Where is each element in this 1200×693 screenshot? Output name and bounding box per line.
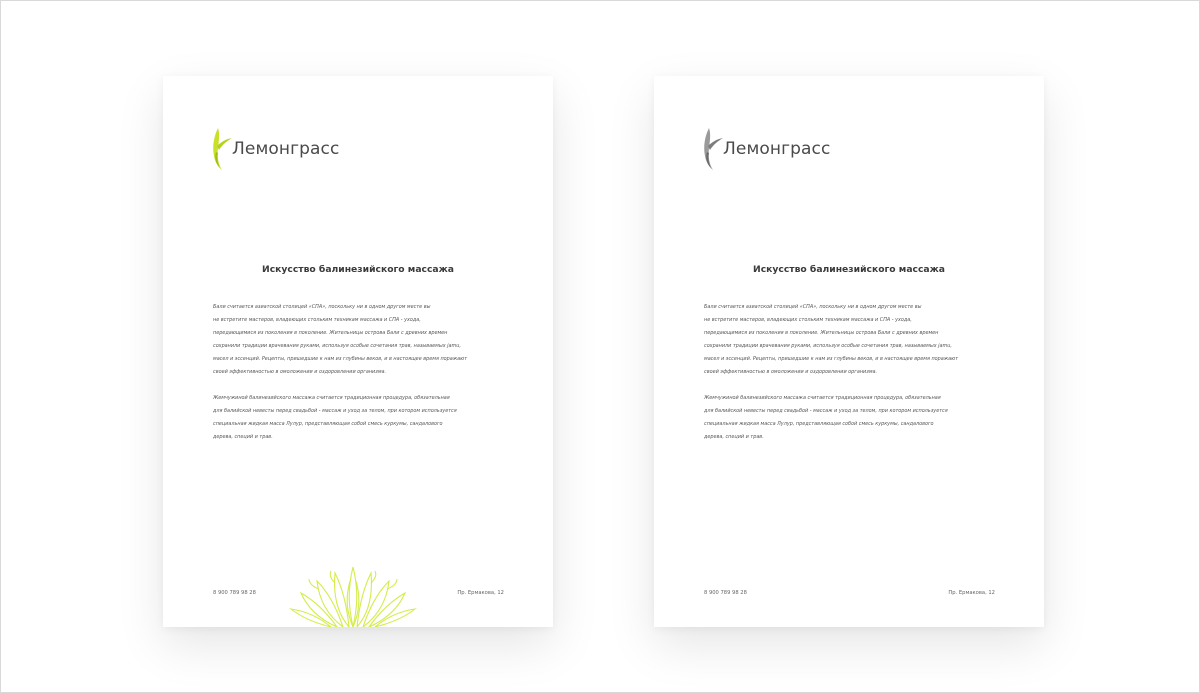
text-line: Жемчужиной балинезийского массажа считается традиционная процедура, обязательная xyxy=(704,395,941,401)
paragraph-2 xyxy=(704,392,1004,444)
lemongrass-leaf-icon xyxy=(699,126,725,172)
contact-phone: 8 900 789 98 28 xyxy=(704,590,747,596)
paragraph-2 xyxy=(213,392,513,444)
contact-address: Пр. Ермакова, 12 xyxy=(948,590,995,596)
document-title: Искусство балинезийского массажа xyxy=(753,264,945,275)
brand-name: Лемонграсс xyxy=(723,139,831,159)
text-line: своей эффективностью в омоложении и оздоровлении организма. xyxy=(213,369,387,375)
text-line: не встретите мастеров, владеющих стольким техникам массажа и СПА - ухода, xyxy=(704,317,912,323)
paragraph-1 xyxy=(704,301,1004,379)
brand-logo xyxy=(208,126,339,172)
text-line: Жемчужиной балинезийского массажа считается традиционная процедура, обязательная xyxy=(213,395,450,401)
text-line: для балийской невесты перед свадьбой - массаж и уход за телом, при котором используется xyxy=(704,408,948,414)
text-line: дерева, специй и трав. xyxy=(704,434,764,440)
text-line: сохранили традиции врачевания руками, используя особые сочетания трав, называемых jamu, xyxy=(704,343,952,349)
document-title: Искусство балинезийского массажа xyxy=(262,264,454,275)
text-line: специальная жидкая масса Лулур, представляющая собой смесь куркумы, сандалового xyxy=(213,421,443,427)
paragraph-1 xyxy=(213,301,513,379)
lotus-ornament-icon xyxy=(289,559,417,627)
text-line: дерева, специй и трав. xyxy=(213,434,273,440)
text-line: не встретите мастеров, владеющих стольким техникам массажа и СПА - ухода, xyxy=(213,317,421,323)
letterhead-color xyxy=(163,76,553,627)
brand-logo xyxy=(699,126,830,172)
lemongrass-leaf-icon xyxy=(208,126,234,172)
letterhead-monochrome xyxy=(654,76,1044,627)
text-line: сохранили традиции врачевания руками, используя особые сочетания трав, называемых jamu, xyxy=(213,343,461,349)
text-line: для балийской невесты перед свадьбой - массаж и уход за телом, при котором используется xyxy=(213,408,457,414)
text-line: передающимися из поколения в поколение. Жительницы острова Бали с древних времен xyxy=(704,330,939,336)
text-line: Бали считается азиатской столицей «СПА», поскольку ни в одном другом месте вы xyxy=(213,304,431,310)
brand-name: Лемонграсс xyxy=(232,139,340,159)
text-line: Бали считается азиатской столицей «СПА», поскольку ни в одном другом месте вы xyxy=(704,304,922,310)
contact-phone: 8 900 789 98 28 xyxy=(213,590,256,596)
text-line: специальная жидкая масса Лулур, представляющая собой смесь куркумы, сандалового xyxy=(704,421,934,427)
contact-address: Пр. Ермакова, 12 xyxy=(457,590,504,596)
text-line: масел и эссенций. Рецепты, пришедшие к нам из глубины веков, и в настоящее время поражают xyxy=(704,356,959,362)
text-line: своей эффективностью в омоложении и оздоровлении организма. xyxy=(704,369,878,375)
text-line: передающимися из поколения в поколение. Жительницы острова Бали с древних времен xyxy=(213,330,448,336)
text-line: масел и эссенций. Рецепты, пришедшие к нам из глубины веков, и в настоящее время поражают xyxy=(213,356,468,362)
